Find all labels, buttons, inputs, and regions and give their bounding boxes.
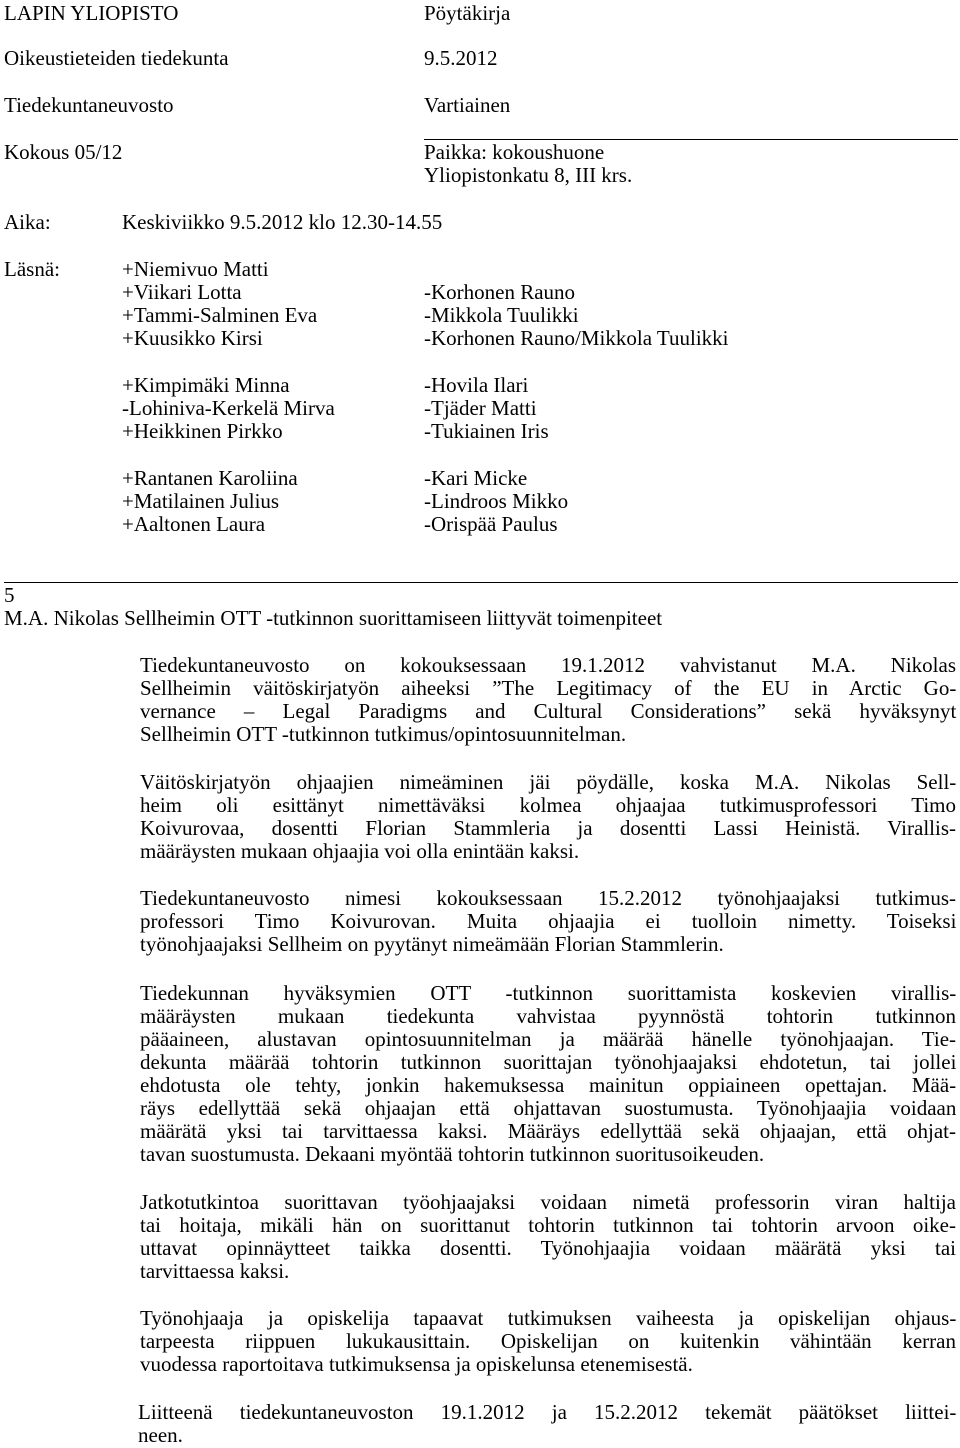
paragraph xyxy=(138,1401,956,1447)
paragraph-line: määrätä yksi tai tarvittaessa kaksi. Määräys edellyttää sekä ohjaajan, että ohjat- xyxy=(140,1119,956,1143)
paragraph-line: Sellheimin OTT -tutkinnon tutkimus/opintosuunnitelman. xyxy=(140,722,627,746)
document-type: Pöytäkirja xyxy=(424,1,511,25)
paragraph-line: räys edellyttää sekä ohjaajan että ohjattavan suostumusta. Työnohjaajia voidaan xyxy=(140,1096,957,1120)
paragraph xyxy=(140,887,956,956)
faculty-name: Oikeustieteiden tiedekunta xyxy=(4,46,229,70)
paragraph-line: professori Timo Koivurovan. Muita ohjaajia ei tuolloin nimetty. Toiseksi xyxy=(140,909,957,933)
paragraph-line: työnohjaajaksi Sellheim on pyytänyt nimeämään Florian Stammlerin. xyxy=(140,932,724,956)
paragraph-line: tarpeesta riippuen lukukausittain. Opiskelijan on kuitenkin vähintään kerran xyxy=(140,1329,956,1353)
paragraph-line: Jatkotutkintoa suorittavan työohjaajaksi voidaan nimetä professorin viran haltija xyxy=(140,1190,956,1214)
paragraph-line: uttavat opinnäytteet taikka dosentti. Työnohjaajia voidaan määrätä yksi tai xyxy=(140,1236,956,1260)
attendee-absent: -Tjäder Matti xyxy=(424,396,537,420)
meeting-number: Kokous 05/12 xyxy=(4,140,123,164)
paragraph-line: neen. xyxy=(138,1423,183,1447)
paragraph-line: Tiedekunnan hyväksymien OTT -tutkinnon suorittamista koskevien virallis- xyxy=(140,981,957,1005)
paragraph xyxy=(140,982,956,1166)
section-divider xyxy=(4,582,958,583)
meeting-address: Yliopistonkatu 8, III krs. xyxy=(424,163,633,187)
attendee-absent: -Orispää Paulus xyxy=(424,512,558,536)
attendee-present: +Matilainen Julius xyxy=(122,489,280,513)
paragraph-line: Tiedekuntaneuvosto on kokouksessaan 19.1.2012 vahvistanut M.A. Nikolas xyxy=(140,653,956,677)
paragraph-line: Liitteenä tiedekuntaneuvoston 19.1.2012 ja 15.2.2012 tekemät päätökset liittei- xyxy=(138,1400,957,1424)
paragraph-line: vuodessa raportoitava tutkimuksensa ja opiskelunsa etenemisestä. xyxy=(140,1352,693,1376)
attendee-present: +Kuusikko Kirsi xyxy=(122,326,263,350)
time-label: Aika: xyxy=(4,210,51,234)
attendee-absent: -Korhonen Rauno/Mikkola Tuulikki xyxy=(424,326,729,350)
paragraph-line: vernance – Legal Paradigms and Cultural Considerations” sekä hyväksynyt xyxy=(140,699,957,723)
paragraph-line: tarvittaessa kaksi. xyxy=(140,1259,290,1283)
university-name: LAPIN YLIOPISTO xyxy=(4,1,179,25)
paragraph-line: dekunta määrää tohtorin tutkinnon suorittajan työnohjaajaksi ehdotetun, tai jollei xyxy=(140,1050,957,1074)
attendee-present: +Tammi-Salminen Eva xyxy=(122,303,318,327)
paragraph-line: määräysten mukaan ohjaajia voi olla enintään kaksi. xyxy=(140,839,580,863)
paragraph-line: Väitöskirjatyön ohjaajien nimeäminen jäi pöydälle, koska M.A. Nikolas Sell- xyxy=(140,770,957,794)
paragraph-line: ehdotusta ole tehty, jonkin hakemuksessa mainitun oppiaineen opettajan. Mää- xyxy=(140,1073,957,1097)
paragraph xyxy=(140,1307,956,1376)
attendee-present: +Rantanen Karoliina xyxy=(122,466,298,490)
attendee-absent: -Lohiniva-Kerkelä Mirva xyxy=(122,396,335,420)
paragraph-line: Sellheimin väitöskirjatyön aiheeksi ”The Legitimacy of the EU in Arctic Go- xyxy=(140,676,957,700)
section-number: 5 xyxy=(4,583,15,607)
paragraph-line: tai hoitaja, mikäli hän on suorittanut tohtorin tutkinnon tai tohtorin arvoon oike- xyxy=(140,1213,956,1237)
document-date: 9.5.2012 xyxy=(424,46,498,70)
paragraph-line: Koivurovaa, dosentti Florian Stammleria ja dosentti Lassi Heinistä. Virallis- xyxy=(140,816,956,840)
time-value: Keskiviikko 9.5.2012 klo 12.30-14.55 xyxy=(122,210,443,234)
attendee-present: +Niemivuo Matti xyxy=(122,257,269,281)
paragraph xyxy=(140,771,956,863)
attendee-absent: -Tukiainen Iris xyxy=(424,419,549,443)
attendee-present: +Aaltonen Laura xyxy=(122,512,266,536)
paragraph xyxy=(140,1191,956,1283)
attendee-absent: -Hovila Ilari xyxy=(424,373,529,397)
attendee-absent: -Mikkola Tuulikki xyxy=(424,303,579,327)
paragraph-line: tavan suostumusta. Dekaani myöntää tohtorin tutkinnon suoritusoikeuden. xyxy=(140,1142,765,1166)
attendee-present: +Kimpimäki Minna xyxy=(122,373,290,397)
paragraph-line: määräysten mukaan tiedekunta vahvistaa pyynnöstä tohtorin tutkinnon xyxy=(140,1004,956,1028)
meeting-place: Paikka: kokoushuone xyxy=(424,140,605,164)
council-name: Tiedekuntaneuvosto xyxy=(4,93,174,117)
paragraph-line: Työnohjaaja ja opiskelija tapaavat tutkimuksen vaiheesta ja opiskelijan ohjaus- xyxy=(140,1306,957,1330)
attendee-present: +Heikkinen Pirkko xyxy=(122,419,283,443)
paragraph-line: pääaineen, alustavan opintosuunnitelman ja määrää hänelle työnohjaajan. Tie- xyxy=(140,1027,957,1051)
attendee-absent: -Lindroos Mikko xyxy=(424,489,569,513)
paragraph-line: Tiedekuntaneuvosto nimesi kokouksessaan 15.2.2012 työnohjaajaksi tutkimus- xyxy=(140,886,956,910)
document-author: Vartiainen xyxy=(424,93,511,117)
attendee-absent: -Kari Micke xyxy=(424,466,528,490)
attendance-label: Läsnä: xyxy=(4,257,60,281)
attendee-present: +Viikari Lotta xyxy=(122,280,242,304)
section-title: M.A. Nikolas Sellheimin OTT -tutkinnon suorittamiseen liittyvät toimenpiteet xyxy=(4,606,663,630)
attendee-absent: -Korhonen Rauno xyxy=(424,280,576,304)
paragraph xyxy=(140,654,956,746)
paragraph-line: heim oli esittänyt nimettäväksi kolmea ohjaajaa tutkimusprofessori Timo xyxy=(140,793,956,817)
